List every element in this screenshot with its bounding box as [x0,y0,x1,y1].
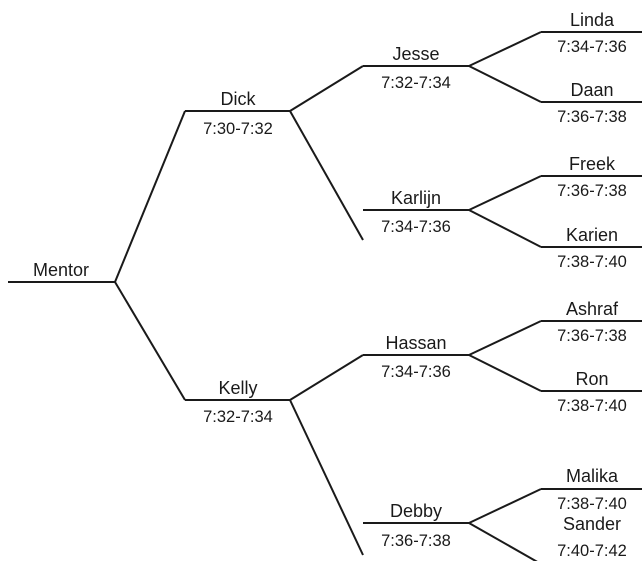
connector-line [290,355,363,400]
node-root [8,260,115,282]
node-name: Sander [562,514,622,534]
connector-line [469,523,541,561]
connector-line [115,111,185,282]
node-kelly [185,378,290,426]
node-name: Kelly [218,378,258,398]
node-freek [541,154,642,200]
node-name: Freek [568,154,616,174]
node-ashraf [541,299,642,345]
node-name: Ashraf [565,299,619,319]
connector-line [290,400,363,555]
connector-line [290,111,363,240]
node-name: Malika [565,466,619,486]
node-time: 7:32-7:34 [381,74,451,92]
node-name: Mentor [32,260,90,280]
node-hassan [363,333,469,381]
node-time: 7:36-7:38 [557,327,627,345]
connector-line [469,355,541,391]
node-jesse [363,44,469,92]
node-name: Dick [220,89,256,109]
node-karien [541,225,642,271]
node-time: 7:30-7:32 [203,120,273,138]
node-daan [541,80,642,126]
node-ron [541,369,642,415]
node-sander [541,514,642,561]
node-time: 7:36-7:38 [557,108,627,126]
node-name: Karlijn [390,188,442,208]
connector-line [469,321,541,355]
node-time: 7:38-7:40 [557,495,627,513]
node-time: 7:34-7:36 [381,363,451,381]
connector-line [290,66,363,111]
node-time: 7:36-7:38 [557,182,627,200]
node-debby [363,501,469,550]
node-time: 7:38-7:40 [557,397,627,415]
node-name: Jesse [392,44,440,64]
node-time: 7:32-7:34 [203,408,273,426]
connector-line [115,282,185,400]
node-dick [185,89,290,138]
connector-line [469,66,541,102]
connector-line [469,176,541,210]
node-name: Hassan [385,333,447,353]
node-time: 7:34-7:36 [381,218,451,236]
node-karlijn [363,188,469,236]
node-name: Daan [570,80,614,100]
node-time: 7:40-7:42 [557,542,627,560]
node-name: Linda [569,10,615,30]
node-time: 7:38-7:40 [557,253,627,271]
node-malika [541,466,642,513]
connector-line [469,32,541,66]
node-name: Debby [389,501,443,521]
connector-line [469,210,541,247]
node-time: 7:36-7:38 [381,532,451,550]
node-name: Karien [565,225,619,245]
node-name: Ron [575,369,609,389]
connector-line [469,489,541,523]
node-linda [541,10,642,56]
node-time: 7:34-7:36 [557,38,627,56]
